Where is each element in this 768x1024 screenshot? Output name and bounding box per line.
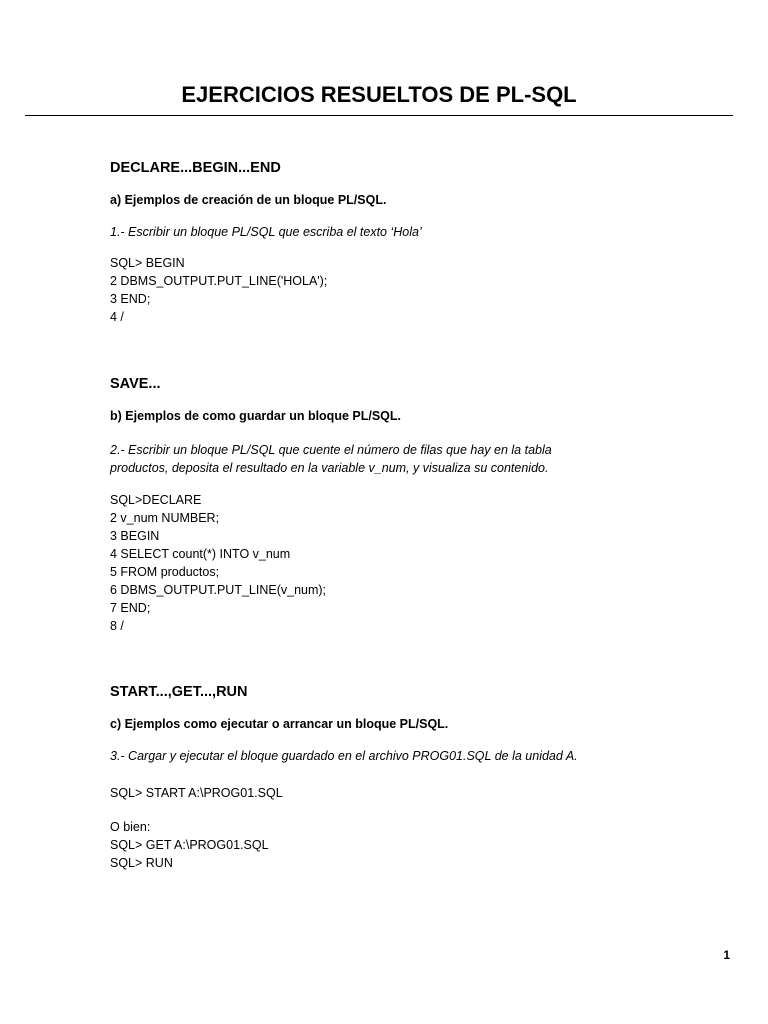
section-save xyxy=(110,374,710,635)
code-line: 3 END; xyxy=(110,292,151,306)
section-heading: SAVE... xyxy=(110,376,161,392)
example-heading: c) Ejemplos como ejecutar o arrancar un bloque PL/SQL. xyxy=(110,717,449,731)
code-line: 7 END; xyxy=(110,601,151,615)
code-line: SQL> BEGIN xyxy=(110,256,185,270)
code-line: 8 / xyxy=(110,619,124,633)
exercise-text: 2.- Escribir un bloque PL/SQL que cuente el número de filas que hay en la tabla productos, deposita el resultado en la variable v_num, y visualiza su contenido. xyxy=(110,443,552,475)
section-declare xyxy=(110,158,710,326)
example-heading: b) Ejemplos de como guardar un bloque PL/SQL. xyxy=(110,409,401,423)
document-body xyxy=(110,158,710,872)
code-line: 5 FROM productos; xyxy=(110,565,220,579)
page-title: EJERCICIOS RESUELTOS DE PL-SQL xyxy=(181,82,577,107)
code-line: 4 SELECT count(*) INTO v_num xyxy=(110,547,291,561)
code-line: 2 v_num NUMBER; xyxy=(110,511,220,525)
code-line: 2 DBMS_OUTPUT.PUT_LINE('HOLA'); xyxy=(110,274,328,288)
page-number: 1 xyxy=(723,948,730,962)
section-heading: START...,GET...,RUN xyxy=(110,684,248,700)
example-heading: a) Ejemplos de creación de un bloque PL/SQL. xyxy=(110,193,387,207)
code-block xyxy=(110,254,710,326)
exercise-text: 1.- Escribir un bloque PL/SQL que escriba el texto ‘Hola’ xyxy=(110,225,422,239)
exercise-text: 3.- Cargar y ejecutar el bloque guardado en el archivo PROG01.SQL de la unidad A. xyxy=(110,749,578,763)
code-line: SQL> GET A:\PROG01.SQL xyxy=(110,838,269,852)
code-line: 4 / xyxy=(110,310,124,324)
alternative-block xyxy=(110,818,710,872)
code-block xyxy=(110,491,710,635)
code-line: SQL> START A:\PROG01.SQL xyxy=(110,786,283,800)
code-line: 3 BEGIN xyxy=(110,529,160,543)
section-heading: DECLARE...BEGIN...END xyxy=(110,160,281,176)
code-line: SQL>DECLARE xyxy=(110,493,202,507)
code-line: SQL> RUN xyxy=(110,856,173,870)
section-start xyxy=(110,682,710,872)
code-line: 6 DBMS_OUTPUT.PUT_LINE(v_num); xyxy=(110,583,327,597)
code-block xyxy=(110,784,710,802)
title-divider xyxy=(25,115,733,116)
alternative-label: O bien: xyxy=(110,820,151,834)
